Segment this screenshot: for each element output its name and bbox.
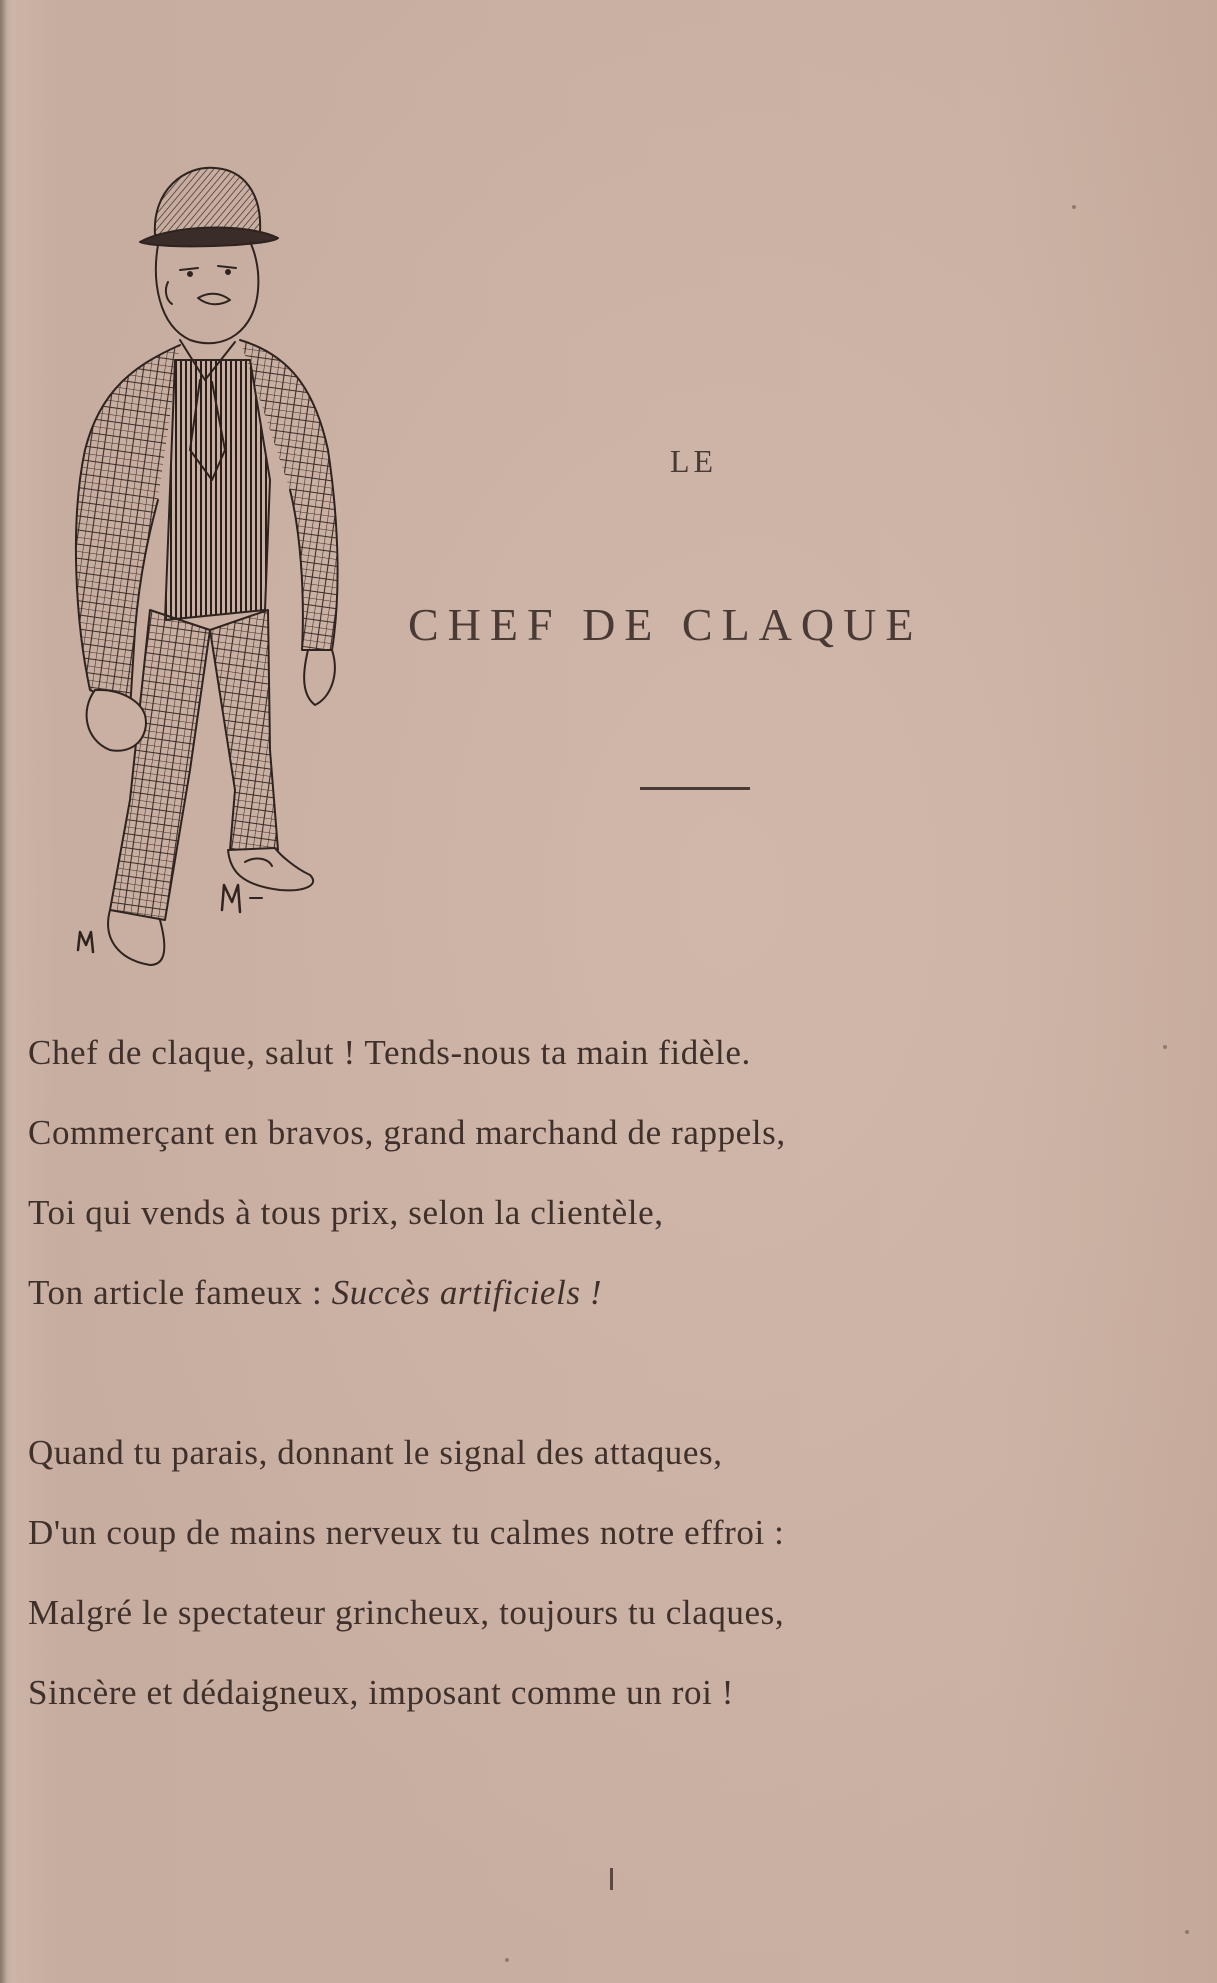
verse-line <box>28 1265 786 1345</box>
verse-line: D'un coup de mains nerveux tu calmes notre effroi : <box>28 1513 785 1552</box>
spine-shadow <box>0 0 14 1983</box>
verse-line: Toi qui vends à tous prix, selon la clientèle, <box>28 1193 664 1232</box>
stanza-2 <box>28 1425 784 1745</box>
paper-speck <box>1185 1930 1189 1934</box>
paper-speck <box>1072 205 1076 209</box>
verse-line: Sincère et dédaigneux, imposant comme un roi ! <box>28 1673 735 1712</box>
stanza-1 <box>28 1025 786 1345</box>
verse-text: Ton article fameux : <box>28 1273 332 1312</box>
man-in-bowler-hat-illustration <box>40 150 400 1010</box>
paper-speck <box>1163 1045 1167 1049</box>
verse-line: Malgré le spectateur grincheux, toujours tu claques, <box>28 1593 785 1632</box>
verse-line: Commerçant en bravos, grand marchand de rappels, <box>28 1113 786 1152</box>
verse-line: Quand tu parais, donnant le signal des attaques, <box>28 1433 723 1472</box>
page-title: CHEF DE CLAQUE <box>408 599 923 650</box>
verse-italic: Succès artificiels ! <box>331 1273 603 1312</box>
verse-line: Chef de claque, salut ! Tends-nous ta main fidèle. <box>28 1033 751 1072</box>
page-number-mark <box>610 1868 613 1890</box>
title-le: LE <box>670 443 718 479</box>
title-rule <box>640 787 750 790</box>
paper-speck <box>505 1958 509 1962</box>
